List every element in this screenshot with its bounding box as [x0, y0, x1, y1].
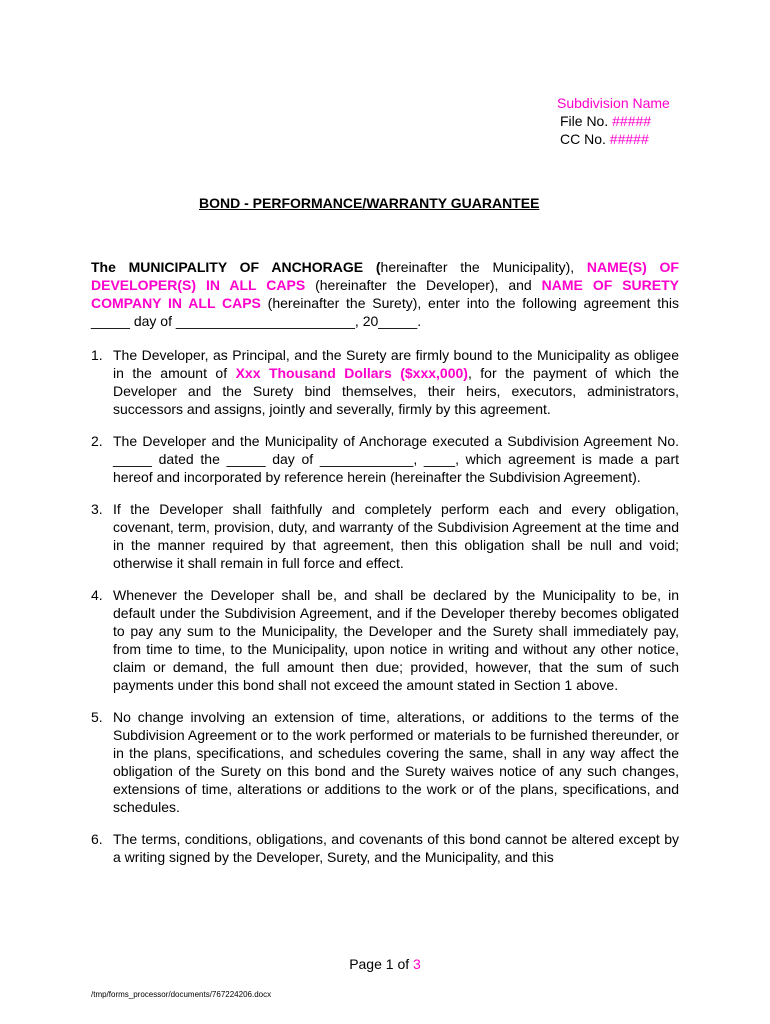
clause-item	[91, 500, 679, 572]
footer-file-path: /tmp/forms_processor/documents/767224206.docx	[91, 990, 272, 999]
file-number-value: #####	[612, 113, 652, 129]
subdivision-name: Subdivision Name	[557, 95, 670, 111]
intro-surety-name: NAME OF SURETY COMPANY IN ALL CAPS	[91, 277, 679, 311]
clause-number: 5.	[91, 709, 103, 725]
clause-item	[91, 830, 679, 866]
clause-text: The terms, conditions, obligations, and covenants of this bond cannot be altered except by a writing signed by the Developer, Surety, and the Municipality, and this	[113, 831, 679, 865]
intro-developer-names: NAME(S) OF DEVELOPER(S) IN ALL CAPS	[91, 259, 679, 293]
clause-text: , for the payment of which the Developer and the Surety bind themselves, their heirs, executors, administrators, successors and assigns, jointly and severally, firmly by this agreement.	[113, 365, 680, 417]
clause-item	[91, 586, 679, 694]
file-number-label: File No.	[560, 113, 609, 129]
document-title: BOND - PERFORMANCE/WARRANTY GUARANTEE	[199, 195, 540, 211]
cc-number-line	[557, 130, 670, 148]
clause-text: The Developer, as Principal, and the Surety are firmly bound to the Municipality as obligee in the amount of	[113, 347, 679, 381]
file-number-line	[557, 112, 670, 130]
intro-text-3: (hereinafter the Surety), enter into the following agreement this _____ day of _______________________, 20_____.	[91, 295, 679, 329]
clause-number: 1.	[91, 347, 103, 363]
intro-paragraph	[91, 258, 679, 330]
clause-item	[91, 432, 679, 486]
intro-text-2: (hereinafter the Developer), and	[305, 277, 542, 293]
clause-item	[91, 346, 679, 418]
page-number-prefix: Page 1 of	[349, 956, 414, 972]
clause-text: Whenever the Developer shall be, and shall be declared by the Municipality to be, in default under the Subdivision Agreement, and if the Developer thereby becomes obligated to pay any sum to the Municipality, the Developer and the Surety shall immediately pay, from time to time, to the Municipality, upon notice in writing and without any other notice, claim or demand, the full amount then due; provided, however, that the sum of such payments under this bond shall not exceed the amount stated in Section 1 above.	[113, 587, 679, 693]
clause-number: 4.	[91, 587, 103, 603]
clause-item	[91, 708, 679, 816]
clause-number: 3.	[91, 501, 103, 517]
clause-list	[91, 346, 679, 880]
clause-number: 6.	[91, 831, 103, 847]
header-block	[557, 94, 670, 148]
page-number-total: 3	[413, 956, 421, 972]
intro-municipality: The MUNICIPALITY OF ANCHORAGE (	[91, 259, 381, 275]
intro-text-1: hereinafter the Municipality),	[380, 259, 587, 275]
clause-text: No change involving an extension of time, alterations, or additions to the terms of the Subdivision Agreement or to the work performed or materials to be furnished thereunder, or in the plans, specifications, and schedules covering the same, shall in any way affect the obligation of the Surety on this bond and the Surety waives notice of any such changes, extensions of time, alterations or additions to the work or of the plans, specifications, and schedules.	[113, 709, 679, 815]
clause-text: The Developer and the Municipality of Anchorage executed a Subdivision Agreement No. _____ dated the _____ day of ____________, ____, which agreement is made a part hereof and incorporated by reference herein (hereinafter the Subdivision Agreement).	[113, 433, 679, 485]
clause-text: If the Developer shall faithfully and completely perform each and every obligation, covenant, term, provision, duty, and warranty of the Subdivision Agreement at the time and in the manner required by that agreement, then this obligation shall be null and void; otherwise it shall remain in full force and effect.	[113, 501, 679, 571]
cc-number-value: #####	[609, 131, 649, 147]
bond-amount: Xxx Thousand Dollars ($xxx,000)	[235, 365, 468, 381]
cc-number-label: CC No.	[560, 131, 606, 147]
clause-number: 2.	[91, 433, 103, 449]
page-number	[0, 956, 770, 972]
